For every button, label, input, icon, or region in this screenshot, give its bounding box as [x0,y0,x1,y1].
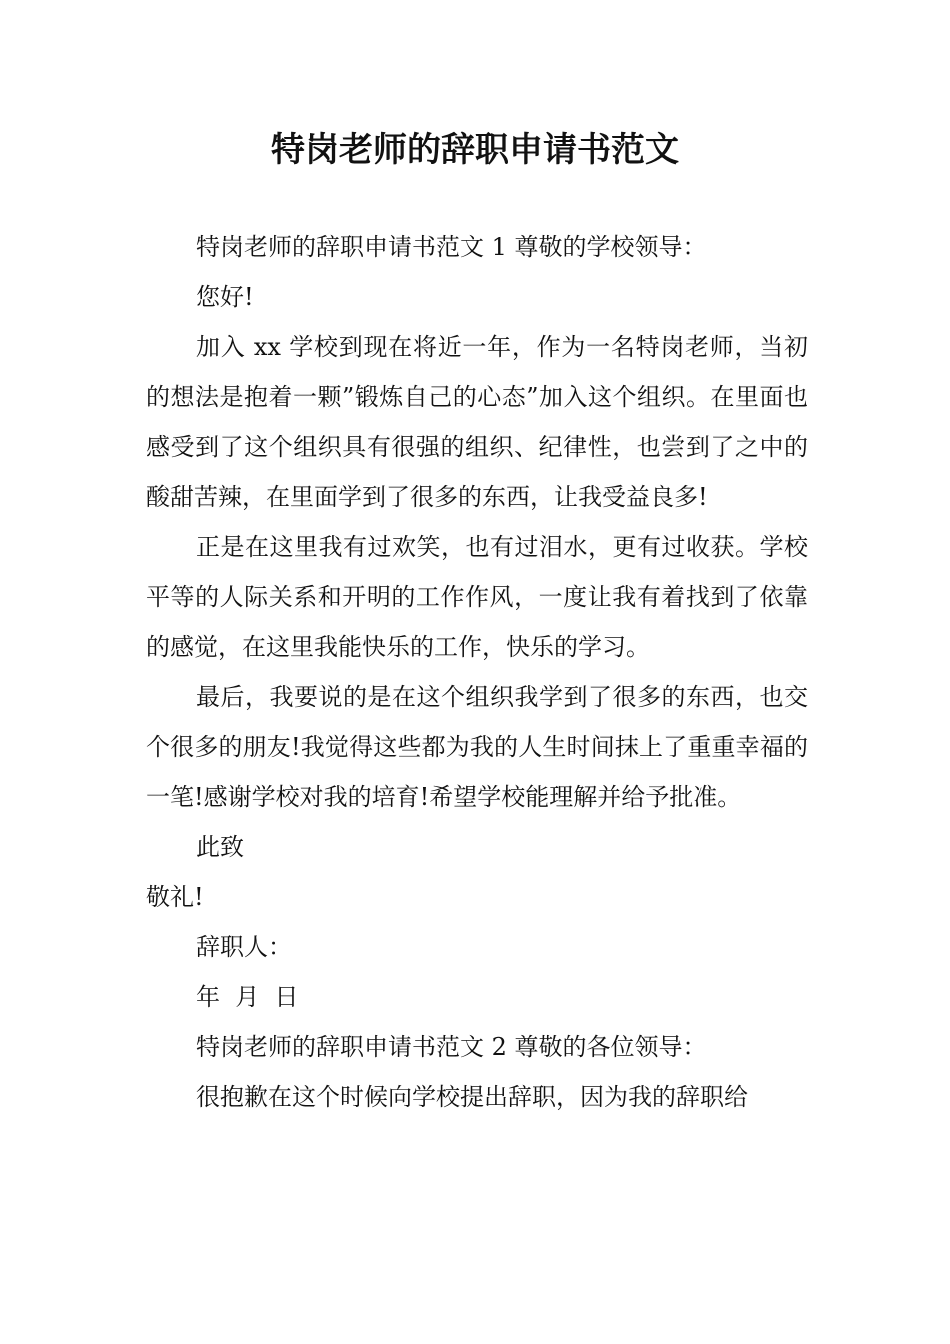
paragraph-greeting: 您好! [196,283,254,311]
paragraph-date: 年 月 日 [196,983,299,1011]
paragraph-body-3: 最后，我要说的是在这个组织我学到了很多的东西，也交个很多的朋友!我觉得这些都为我的人生时间抹上了重重幸福的一笔!感谢学校对我的培育!希望学校能理解并给予批准。 [146,683,808,811]
paragraph-body-2: 正是在这里我有过欢笑，也有过泪水，更有过收获。学校平等的人际关系和开明的工作作风，一度让我有着找到了依靠的感觉，在这里我能快乐的工作，快乐的学习。 [146,533,808,661]
paragraph-closing: 此致 [196,833,244,861]
paragraph-body-1: 加入 xx 学校到现在将近一年，作为一名特岗老师，当初的想法是抱着一颗”锻炼自己的心态”加入这个组织。在里面也感受到了这个组织具有很强的组织、纪律性，也尝到了之中的酸甜苦辣，在里面学到了很多的东西，让我受益良多! [146,333,808,511]
document-body [146,222,808,1122]
document-title: 特岗老师的辞职申请书范文 [271,130,679,170]
paragraph-salutation-1: 特岗老师的辞职申请书范文 1 尊敬的学校领导： [196,233,707,261]
paragraph-body-4: 很抱歉在这个时候向学校提出辞职，因为我的辞职给 [196,1083,748,1111]
paragraph-regards: 敬礼! [146,883,204,911]
paragraph-signature: 辞职人： [196,933,292,961]
paragraph-salutation-2: 特岗老师的辞职申请书范文 2 尊敬的各位领导： [196,1033,707,1061]
